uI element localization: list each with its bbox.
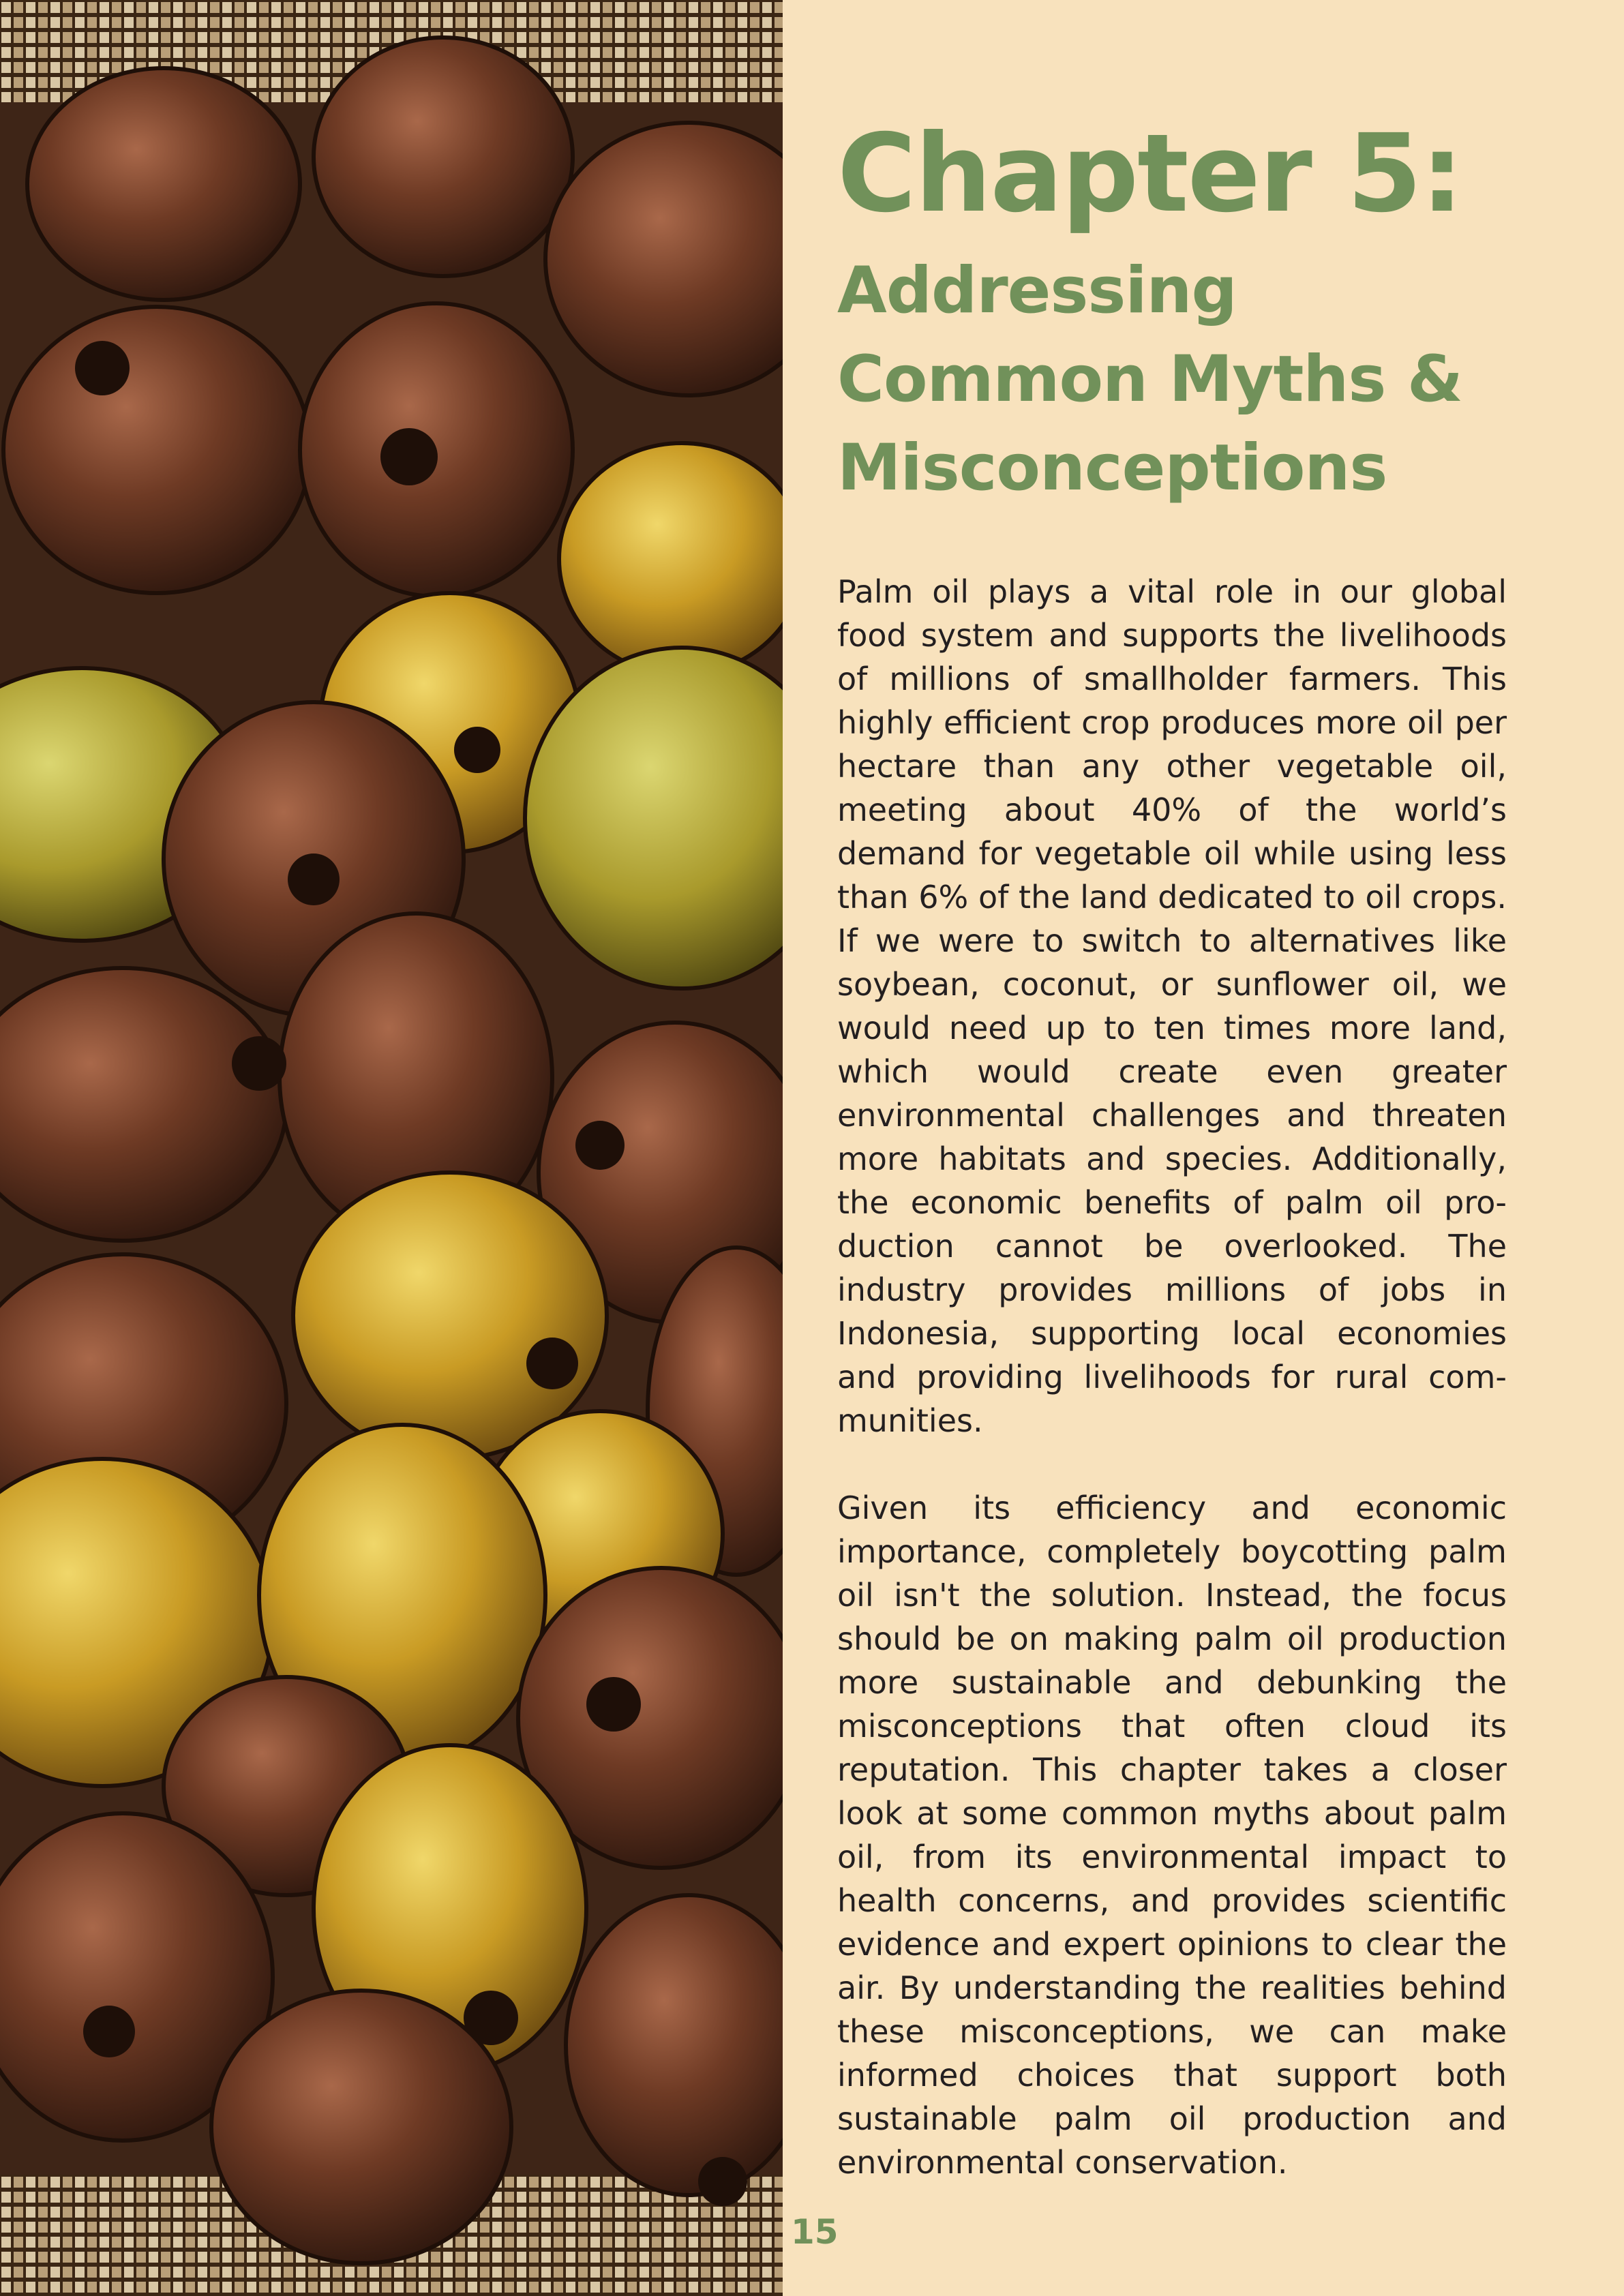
chapter-subtitle	[837, 247, 1507, 513]
palm-fruit-photo	[0, 0, 783, 2296]
subtitle-line: Common Myths &	[837, 342, 1463, 417]
chapter-title: Chapter 5:	[837, 111, 1462, 237]
subtitle-line: Misconceptions	[837, 431, 1387, 505]
subtitle-line: Addressing	[837, 254, 1237, 328]
page-number: 15	[791, 2212, 839, 2252]
text-column	[837, 109, 1507, 2184]
body-paragraph: Palm oil plays a vital role in our global food system and supports the livelihoods of millions of smallholder farmers. This highly efficient crop produces more oil per hectare than any other vegetable oil, meeting about 40% of the world’s demand for vegetable oil while using less than 6% of the land dedicated to oil crops. If we were to switch to alternatives like soybean, coconut, or sunflower oil, we would need up to ten times more land, which would create even greater environmental challenges and threaten more habitats and species. Additionally, the economic benefits of palm oil production cannot be overlooked. The industry provides millions of jobs in Indonesia, supporting local economies and providing livelihoods for rural communities.	[837, 573, 1507, 1439]
body-paragraph: Given its efficiency and economic importance, completely boycotting palm oil isn't the solution. Instead, the focus should be on making palm oil production more sustainable and debunking the misconceptions that often cloud its reputation. This chapter takes a closer look at some common myths about palm oil, from its environmental impact to health concerns, and provides scientific evidence and expert opinions to clear the air. By understanding the realities behind these misconceptions, we can make informed choices that support both sustainable palm oil production and environmental conservation.	[837, 1490, 1507, 2181]
